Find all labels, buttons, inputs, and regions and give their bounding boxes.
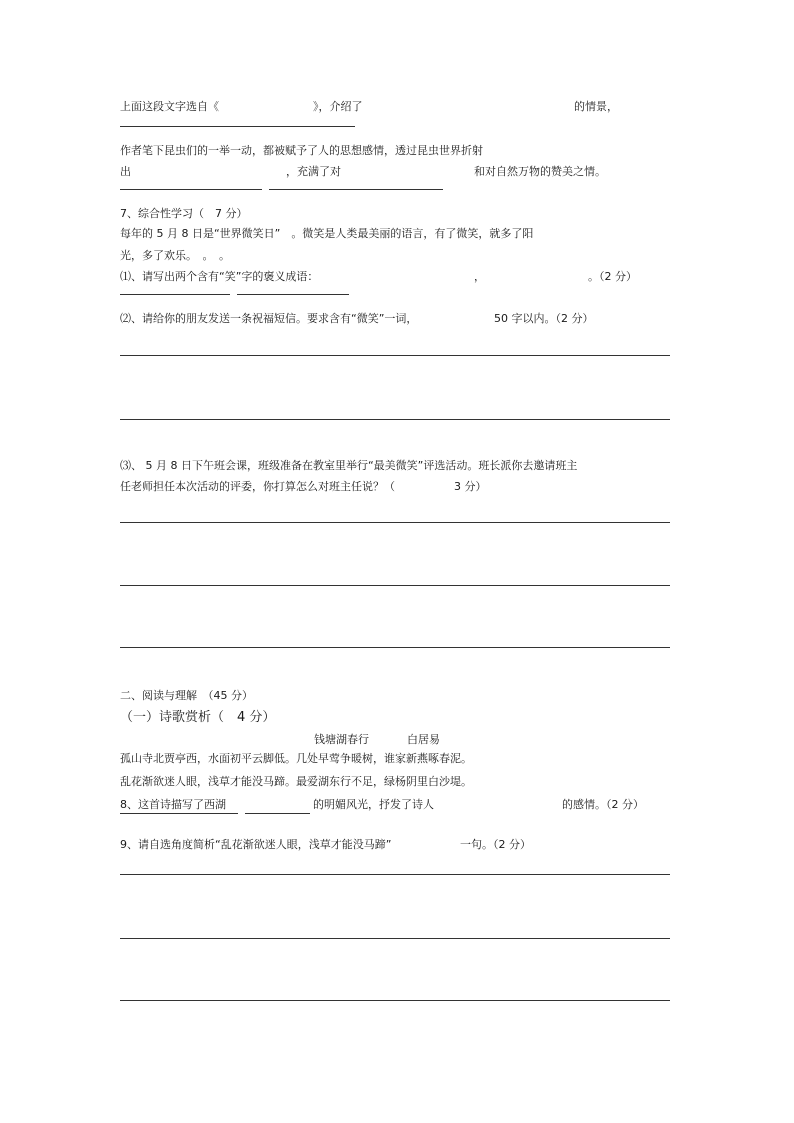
q6-line3-c: 和对自然万物的赞美之情。 (474, 165, 606, 178)
q9-b: 一句。（2 分） (460, 838, 531, 851)
poem-author: 白居易 (407, 733, 440, 746)
q9-answer-line-2[interactable] (120, 938, 670, 939)
poem-line-2: 乱花渐欲迷人眼，浅草才能没马蹄。最爱湖东行不足，绿杨阴里白沙堤。 (120, 775, 472, 788)
section2-title: 二、阅读与理解 （45 分） (120, 689, 253, 702)
q7-part3-answer-line-1[interactable] (120, 522, 670, 523)
q6-answer-line-3[interactable] (269, 189, 443, 190)
q9-a: 9、请自选角度简析“乱花渐欲迷人眼，浅草才能没马蹄” (120, 838, 392, 851)
q7-part3-line-2b: 3 分） (454, 480, 487, 493)
q6-line1-c: 的情景， (574, 100, 618, 113)
q9-answer-line-1[interactable] (120, 874, 670, 875)
q8-c: 的感情。（2 分） (562, 798, 644, 811)
q7-part3-answer-line-2[interactable] (120, 585, 670, 586)
q7-intro-1: 每年的 5 月 8 日是“世界微笑日” 。微笑是人类最美丽的语言，有了微笑，就多了阳 (120, 227, 534, 240)
q9-answer-line-3[interactable] (120, 1000, 670, 1001)
q6-line2: 作者笔下昆虫们的一举一动，都被赋予了人的思想感情，透过昆虫世界折射 (120, 144, 483, 157)
q7-title: 7、综合性学习（ 7 分） (120, 207, 248, 220)
q8-a: 8、这首诗描写了西湖 (120, 798, 226, 811)
q6-line1-b: 》，介绍了 (313, 100, 363, 113)
q8-answer-line-2[interactable] (245, 813, 310, 814)
poetry-subsection-title: （一）诗歌赏析（ 4 分） (120, 710, 276, 725)
q7-part2-answer-line-1[interactable] (120, 355, 670, 356)
q6-line1-a: 上面这段文字选自《 (120, 100, 219, 113)
q8-b: 的明媚风光，抒发了诗人 (313, 798, 434, 811)
q7-part1-a: ⑴、请写出两个含有“笑”字的褒义成语： (120, 270, 319, 283)
q7-part2-a: ⑵、请给你的朋友发送一条祝福短信。要求含有“微笑”一词， (120, 312, 418, 325)
q6-answer-line-2[interactable] (120, 189, 262, 190)
poem-title: 钱塘湖春行 (314, 733, 369, 746)
q7-intro-2: 光，多了欢乐。 。 。 (120, 249, 230, 262)
q7-part3-answer-line-3[interactable] (120, 647, 670, 648)
q7-part1-answer-1[interactable] (120, 294, 230, 295)
q6-answer-line-1[interactable] (120, 126, 355, 127)
q6-line3-a: 出 (120, 165, 131, 178)
q6-line3-b: ，充满了对 (286, 165, 341, 178)
q7-part3-line-1: ⑶、 5 月 8 日下午班会课，班级准备在教室里举行“最美微笑”评选活动。班长派你去邀请班主 (120, 459, 578, 472)
q7-part2-answer-line-2[interactable] (120, 419, 670, 420)
q7-part1-b: ， (474, 270, 485, 283)
q7-part1-answer-2[interactable] (237, 294, 349, 295)
q8-answer-line-1[interactable] (120, 813, 238, 814)
poem-line-1: 孤山寺北贾亭西，水面初平云脚低。几处早莺争暖树，谁家新燕啄春泥。 (120, 752, 472, 765)
q7-part2-b: 50 字以内。（2 分） (494, 312, 594, 325)
q7-part1-c: 。（2 分） (588, 270, 637, 283)
q7-part3-line-2a: 任老师担任本次活动的评委，你打算怎么对班主任说？（ (120, 480, 395, 493)
